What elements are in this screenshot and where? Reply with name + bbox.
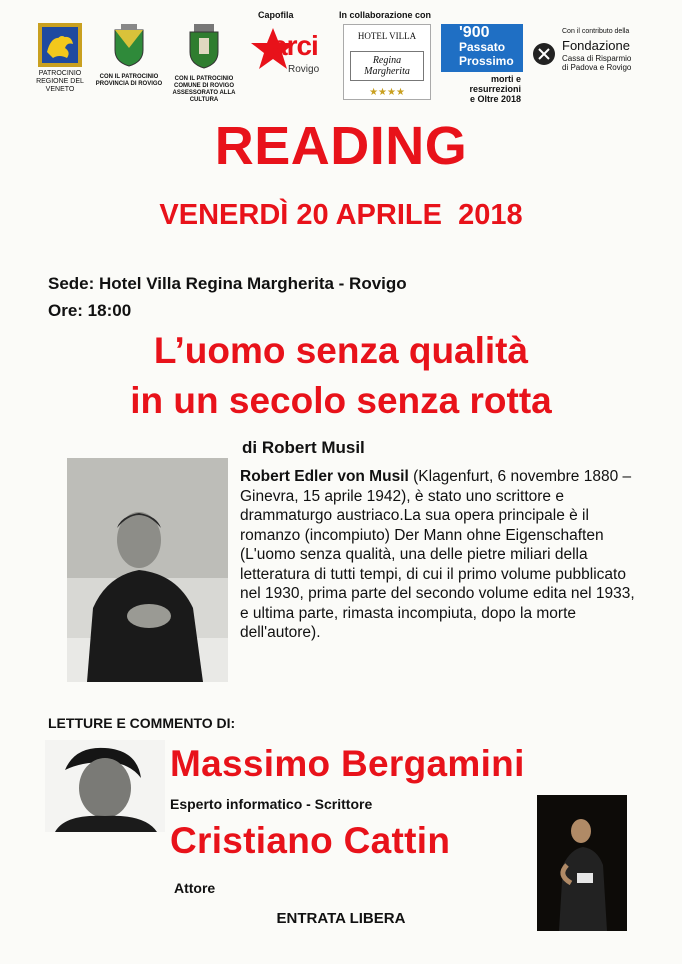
hotel-label-name: Regina Margherita	[350, 51, 424, 81]
veneto-label-2: REGIONE DEL VENETO	[36, 78, 84, 93]
p900-sub-1: morti e	[490, 74, 521, 84]
musil-biography	[240, 467, 640, 643]
event-title-line-1: L’uomo senza qualità	[153, 330, 529, 371]
massimo-bergamini-photo	[45, 740, 165, 832]
arci-city: Rovigo	[288, 64, 320, 75]
capofila-label: Capofila	[258, 10, 294, 20]
p900-sub-3: e Oltre 2018	[469, 94, 521, 104]
time-line: Ore: 18:00	[48, 301, 132, 320]
readings-label: LETTURE E COMMENTO DI:	[48, 715, 236, 731]
logo-comune-rovigo	[166, 22, 242, 102]
logo-arci	[250, 24, 332, 84]
venue-line: Sede: Hotel Villa Regina Margherita - Rovigo	[48, 274, 407, 293]
bio-text: (Klagenfurt, 6 novembre 1880 – Ginevra, 15 aprile 1942), è stato uno scrittore e drammaturgo austriaco.La sua opera principale è il romanzo (incompiuto) Der Mann ohne Eigenschaften (L'uomo senza qualità, una delle pietre miliari della letteratura di tutti tempi, di cui il primo volume pubblicato nel 1930, prima parte del secondo volume edita nel 1933, e ultima parte, rimasta incompiuta, dopo la morte dell'autore).	[240, 468, 635, 641]
comune-label-2: COMUNE DI ROVIGO	[173, 83, 234, 89]
event-title-line-2: in un secolo senza rotta	[130, 380, 552, 421]
logo-provincia-rovigo	[92, 22, 166, 97]
event-date: VENERDÌ 20 APRILE 2018	[159, 199, 523, 231]
logo-900-passato-prossimo	[441, 24, 523, 72]
lion-of-st-mark-icon	[37, 22, 83, 68]
arci-wordmark: arci	[272, 30, 318, 61]
logo-hotel-villa	[343, 24, 431, 100]
logo-regione-veneto	[28, 22, 92, 97]
p900-line2: Passato	[459, 40, 506, 54]
p900-line3: Prossimo	[459, 54, 514, 68]
provincia-label-2: PROVINCIA DI ROVIGO	[95, 81, 163, 87]
poster-title: READING	[214, 116, 468, 176]
hotel-label-top: HOTEL VILLA	[357, 31, 417, 41]
provincia-crest-icon	[109, 22, 149, 68]
provincia-label-1: CON IL PATROCINIO	[99, 74, 159, 80]
portrait-figure-icon	[67, 458, 228, 682]
fondazione-name: Fondazione	[562, 38, 630, 53]
fondazione-sub-1: Cassa di Risparmio	[562, 54, 632, 63]
author-credit: di Robert Musil	[242, 438, 365, 457]
fondazione-contrib-label: Con il contributo della	[562, 28, 630, 35]
logo-fondazione-cariparo	[532, 28, 666, 80]
collaboration-label: In collaborazione con	[339, 10, 432, 20]
comune-label-1: CON IL PATROCINIO	[174, 76, 234, 82]
bio-name: Robert Edler von Musil	[240, 468, 409, 485]
p900-line1: '900	[459, 24, 490, 41]
fondazione-sub-2: di Padova e Rovigo	[562, 63, 632, 72]
free-entry: ENTRATA LIBERA	[276, 910, 406, 927]
robert-musil-photo	[67, 458, 228, 682]
comune-crest-icon	[186, 24, 222, 70]
p900-sub-2: resurrezioni	[469, 84, 521, 94]
performer-1-name: Massimo Bergamini	[170, 743, 525, 784]
fondazione-mark-icon	[532, 42, 556, 66]
hotel-stars: ★★★★	[369, 87, 405, 98]
performer-2-role: Attore	[174, 880, 216, 896]
portrait-man-icon	[45, 740, 165, 832]
comune-label-3: ASSESSORATO ALLA CULTURA	[172, 90, 236, 103]
performer-2-name: Cristiano Cattin	[170, 820, 451, 861]
veneto-label-1: PATROCINIO	[38, 70, 82, 77]
performer-1-role: Esperto informatico - Scrittore	[170, 796, 373, 812]
